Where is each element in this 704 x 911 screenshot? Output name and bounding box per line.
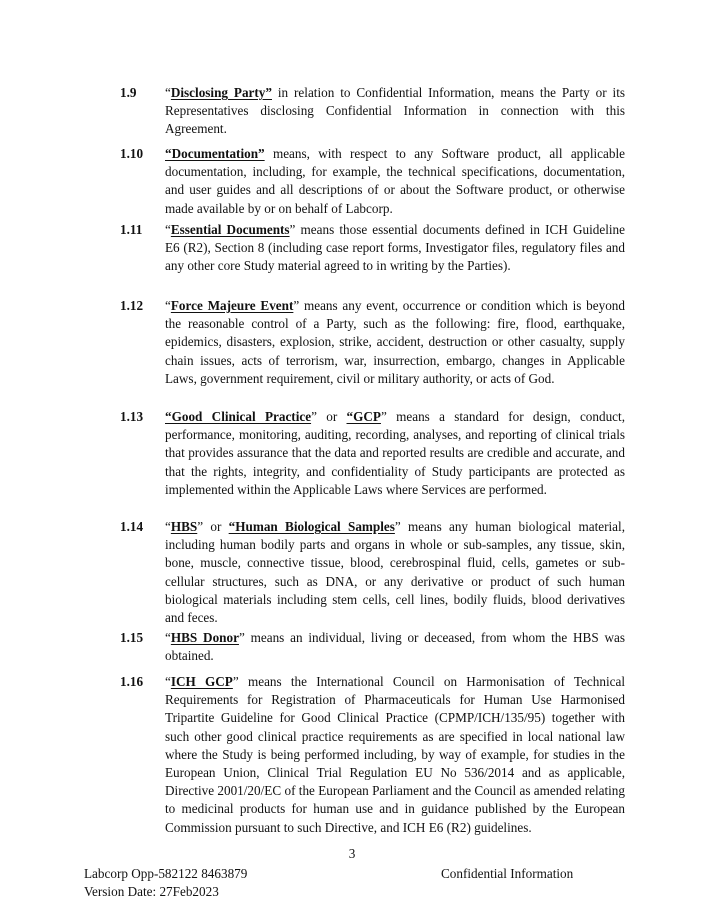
clause-number: 1.16	[120, 674, 144, 689]
clause-1-9	[120, 84, 625, 139]
page-number: 3	[348, 846, 356, 861]
confidentiality-label: Confidential Information	[441, 866, 574, 881]
defined-term-abbreviation: HBS	[170, 519, 198, 534]
defined-term: Force Majeure Event	[170, 298, 294, 313]
defined-term: “Good Clinical Practice	[165, 409, 312, 424]
defined-term: ICH GCP	[170, 674, 233, 689]
clause-number: 1.15	[120, 630, 144, 645]
clause-1-12	[120, 297, 625, 388]
clause-1-10	[120, 145, 625, 218]
clause-text: “Documentation” means, with respect to any Software product, all applicable documentation, including, for example, the technical specifications, documentation, and user guides and all descriptions of or about the Software product, or otherwise made available by or on behalf of Labcorp.	[165, 146, 625, 216]
clause-number: 1.10	[120, 146, 144, 161]
clause-text: “Essential Documents” means those essential documents defined in ICH Guideline E6 (R2), Section 8 (including case report forms, Investigator files, regulatory files and any other core Study material agreed to in writing by the Parties).	[165, 222, 625, 274]
clause-number: 1.12	[120, 298, 144, 313]
clause-1-16	[120, 673, 625, 837]
defined-term: Essential Documents	[170, 222, 290, 237]
clause-1-14	[120, 518, 625, 627]
clause-number: 1.14	[120, 519, 144, 534]
clause-text: “Disclosing Party” in relation to Confidential Information, means the Party or its Representatives disclosing Confidential Information in connection with this Agreement.	[165, 85, 625, 137]
defined-term-abbreviation: “GCP	[346, 409, 381, 424]
clause-number: 1.11	[120, 222, 143, 237]
clause-text: “HBS Donor” means an individual, living or deceased, from whom the HBS was obtained.	[165, 630, 625, 664]
clause-text: “ICH GCP” means the International Council on Harmonisation of Technical Requirements for Registration of Pharmaceuticals for Human Use Harmonised Tripartite Guideline for Good Clinical Practice (CPMP/ICH/135/95) together with such other good clinical practice requirements as are specified in local national law where the Study is being performed including, by way of example, for studies in the European Union, Clinical Trial Regulation EU No 536/2014 and as applicable, Directive 2001/20/EC of the European Parliament and the Council as amended relating to medicinal products for human use and in guidance published by the European Commission pursuant to such Directive, and ICH E6 (R2) guidelines.	[165, 674, 625, 835]
version-date: Version Date: 27Feb2023	[84, 884, 219, 899]
defined-term: Disclosing Party”	[170, 85, 272, 100]
clause-1-11	[120, 221, 625, 276]
clause-number: 1.13	[120, 409, 144, 424]
defined-term: “Documentation”	[165, 146, 265, 161]
document-id: Labcorp Opp-582122 8463879	[84, 866, 248, 881]
footer-left	[84, 865, 247, 901]
clause-text: “Force Majeure Event” means any event, occurrence or condition which is beyond the reasonable control of a Party, such as the following: fire, flood, earthquake, epidemics, disasters, explosion, strike, accident, destruction or other casualty, supply chain issues, acts of terrorism, war, insurrection, embargo, changes in Applicable Laws, government requirement, civil or military authority, or acts of God.	[165, 298, 625, 386]
clause-text: “HBS” or “Human Biological Samples” means any human biological material, including human bodily parts and organs in whole or sub-samples, any tissue, skin, bone, muscle, connective tissue, blood, cerebrospinal fluid, cells, gametes or sub-cellular structures, such as DNA, or any derivative or product of such human biological materials including stem cells, cell lines, bodily fluids, blood derivatives and feces.	[165, 519, 625, 626]
clause-1-13	[120, 408, 625, 499]
defined-term: HBS Donor	[170, 630, 239, 645]
defined-term: “Human Biological Samples	[228, 519, 395, 534]
clause-1-15	[120, 629, 625, 665]
clause-number: 1.9	[120, 85, 137, 100]
clause-text: “Good Clinical Practice” or “GCP” means a standard for design, conduct, performance, monitoring, auditing, recording, analyses, and reporting of clinical trials that provides assurance that the data and reported results are credible and accurate, and that the rights, integrity, and confidentiality of Study participants are protected as implemented within the Applicable Laws where Services are performed.	[165, 409, 625, 497]
